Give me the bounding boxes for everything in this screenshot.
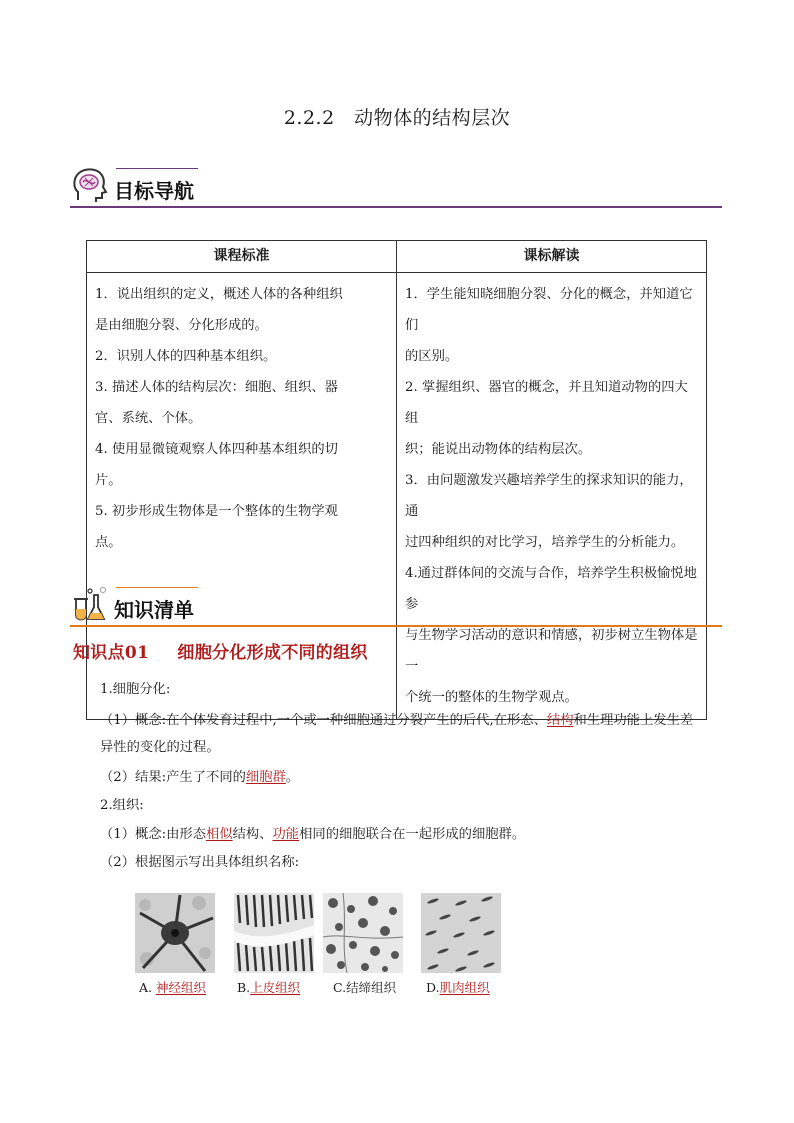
- paragraph: （2）根据图示写出具体组织名称:: [100, 855, 300, 870]
- muscle-tissue-image: [421, 893, 501, 973]
- table-line: 织；能说出动物体的结构层次。: [405, 442, 592, 457]
- epithelial-tissue-image: [234, 893, 314, 973]
- answer-blank: 相似: [206, 827, 233, 842]
- text-span: 结构、: [232, 827, 273, 842]
- table-header-standard: 课程标准: [87, 241, 397, 273]
- answer-blank: 肌肉组织: [439, 980, 490, 995]
- table-line: 是由细胞分裂、分化形成的。: [95, 318, 268, 333]
- text-span: 相同的细胞联合在一起形成的细胞群。: [299, 827, 526, 842]
- section-label-goals: 目标导航: [114, 179, 194, 203]
- table-line: 个统一的整体的生物学观点。: [405, 690, 578, 705]
- figure-caption-a: [139, 978, 206, 996]
- table-line: 与生物学习活动的意识和情感，初步树立生物体是一: [405, 628, 698, 674]
- answer-blank: 功能: [272, 827, 300, 842]
- figure-caption-d: [426, 978, 490, 996]
- page-title: 2.2.2 动物体的结构层次: [283, 107, 511, 129]
- answer-blank: 上皮组织: [250, 980, 301, 995]
- table-line: 4.通过群体间的交流与合作，培养学生积极愉悦地参: [405, 566, 697, 612]
- table-line: 片。: [95, 473, 122, 488]
- table-line: 2．识别人体的四种基本组织。: [95, 349, 277, 364]
- text-span: （1）概念:在个体发育过程中,一个或一种细胞通过分裂产生的后代,在形态、: [100, 713, 547, 728]
- table-line: 官、系统、个体。: [95, 411, 202, 426]
- knowledge-point-heading: 细胞分化形成不同的组织: [177, 643, 368, 663]
- paragraph: [100, 708, 725, 734]
- figure-caption-c: [333, 978, 396, 996]
- paragraph: 2.组织:: [100, 798, 144, 813]
- answer-blank: 结构: [546, 713, 574, 728]
- text-span: 。: [285, 770, 300, 785]
- paragraph: 异性的变化的过程。: [100, 740, 220, 755]
- table-line: 1．学生能知晓细胞分裂、分化的概念，并知道它们: [405, 287, 693, 333]
- caption-label: C.结缔组织: [333, 980, 397, 995]
- table-line: 点。: [95, 535, 122, 550]
- text-span: 和生理功能上发生差: [573, 713, 694, 728]
- table-cell-interpretation: [397, 273, 707, 720]
- section-label-knowledge: 知识清单: [114, 598, 194, 622]
- caption-label: B.: [237, 980, 251, 995]
- paragraph: [100, 822, 725, 848]
- table-line: 3．由问题激发兴趣培养学生的探求知识的能力，通: [405, 473, 693, 519]
- answer-blank: 细胞群: [245, 770, 286, 785]
- paragraph: [100, 765, 725, 791]
- table-line: 5. 初步形成生物体是一个整体的生物学观: [95, 504, 338, 519]
- caption-label: A.: [139, 980, 156, 995]
- table-line: 1．说出组织的定义，概述人体的各种组织: [95, 287, 343, 302]
- table-line: 4. 使用显微镜观察人体四种基本组织的切: [95, 442, 338, 457]
- text-span: （2）结果:产生了不同的: [100, 770, 246, 785]
- table-header-interpretation: 课标解读: [397, 241, 707, 273]
- head-brain-icon: [70, 166, 110, 206]
- caption-label: D.: [426, 980, 440, 995]
- knowledge-point-number: 知识点01: [73, 643, 150, 663]
- table-line: 过四种组织的对比学习，培养学生的分析能力。: [405, 535, 685, 550]
- section-header-knowledge: [70, 587, 722, 627]
- figure-caption-b: [237, 978, 300, 996]
- paragraph: 1.细胞分化:: [100, 682, 171, 697]
- knowledge-point-title: [73, 638, 368, 663]
- answer-blank: 神经组织: [155, 980, 206, 995]
- lab-flask-icon: [70, 585, 110, 625]
- text-span: （1）概念:由形态: [100, 827, 207, 842]
- connective-tissue-image: [323, 893, 403, 973]
- table-line: 的区别。: [405, 349, 459, 364]
- table-line: 3. 描述人体的结构层次：细胞、组织、器: [95, 380, 338, 395]
- nerve-tissue-image: [135, 893, 215, 973]
- section-header-goals: [70, 168, 722, 208]
- table-line: 2. 掌握组织、器官的概念，并且知道动物的四大组: [405, 380, 688, 426]
